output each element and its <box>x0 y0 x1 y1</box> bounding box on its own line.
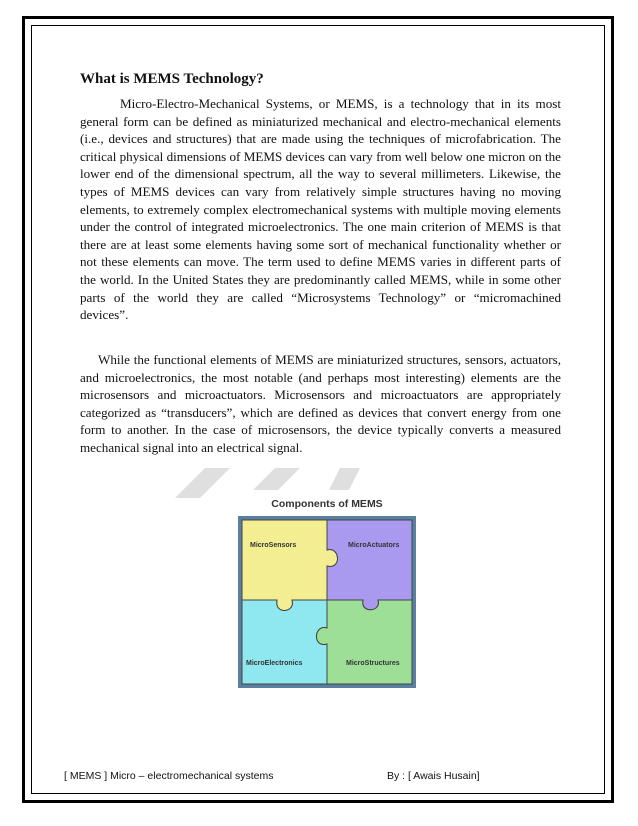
footer-author: By : [ Awais Husain] <box>387 770 480 782</box>
footer-title: [ MEMS ] Micro – electromechanical systems <box>64 770 274 782</box>
mems-components-figure <box>230 490 424 693</box>
label-microstructures: MicroStructures <box>346 660 400 667</box>
piece-microelectronics <box>242 600 327 684</box>
piece-microstructures <box>316 600 412 684</box>
piece-microactuators <box>327 520 412 610</box>
piece-microsensors <box>242 520 338 611</box>
label-microactuators: MicroActuators <box>348 542 400 549</box>
label-microelectronics: MicroElectronics <box>246 660 303 667</box>
paragraph-intro: Micro-Electro-Mechanical Systems, or MEMS, is a technology that in its most general form can be defined as miniaturized mechanical and electro-mechanical elements (i.e., devices and structures) that are made using the techniques of microfabrication. The critical physical dimensions of MEMS devices can vary from well below one micron on the lower end of the dimensional spectrum, all the way to several millimeters. Likewise, the types of MEMS devices can vary from relatively simple structures having no moving elements, to extremely complex electromechanical systems with multiple moving elements under the control of integrated microelectronics. The one main criterion of MEMS is that there are at least some elements having some sort of mechanical functionality whether or not these elements can move. The term used to define MEMS varies in different parts of the world. In the United States they are predominantly called MEMS, while in some other parts of the world they are called “Microsystems Technology” or “micromachined devices”. <box>80 96 561 323</box>
section-heading: What is MEMS Technology? <box>80 71 264 87</box>
figure-title: Components of MEMS <box>271 498 383 510</box>
paragraph-functional-elements: While the functional elements of MEMS are miniaturized structures, sensors, actuators, and microelectronics, the most notable (and perhaps most interesting) elements are the microsensors and microactuators. Microsensors and microactuators are appropriately categorized as “transducers”, which are defined as devices that convert energy from one form to another. In the case of microsensors, the device typically converts a measured mechanical signal into an electrical signal. <box>80 352 561 455</box>
label-microsensors: MicroSensors <box>250 542 297 549</box>
